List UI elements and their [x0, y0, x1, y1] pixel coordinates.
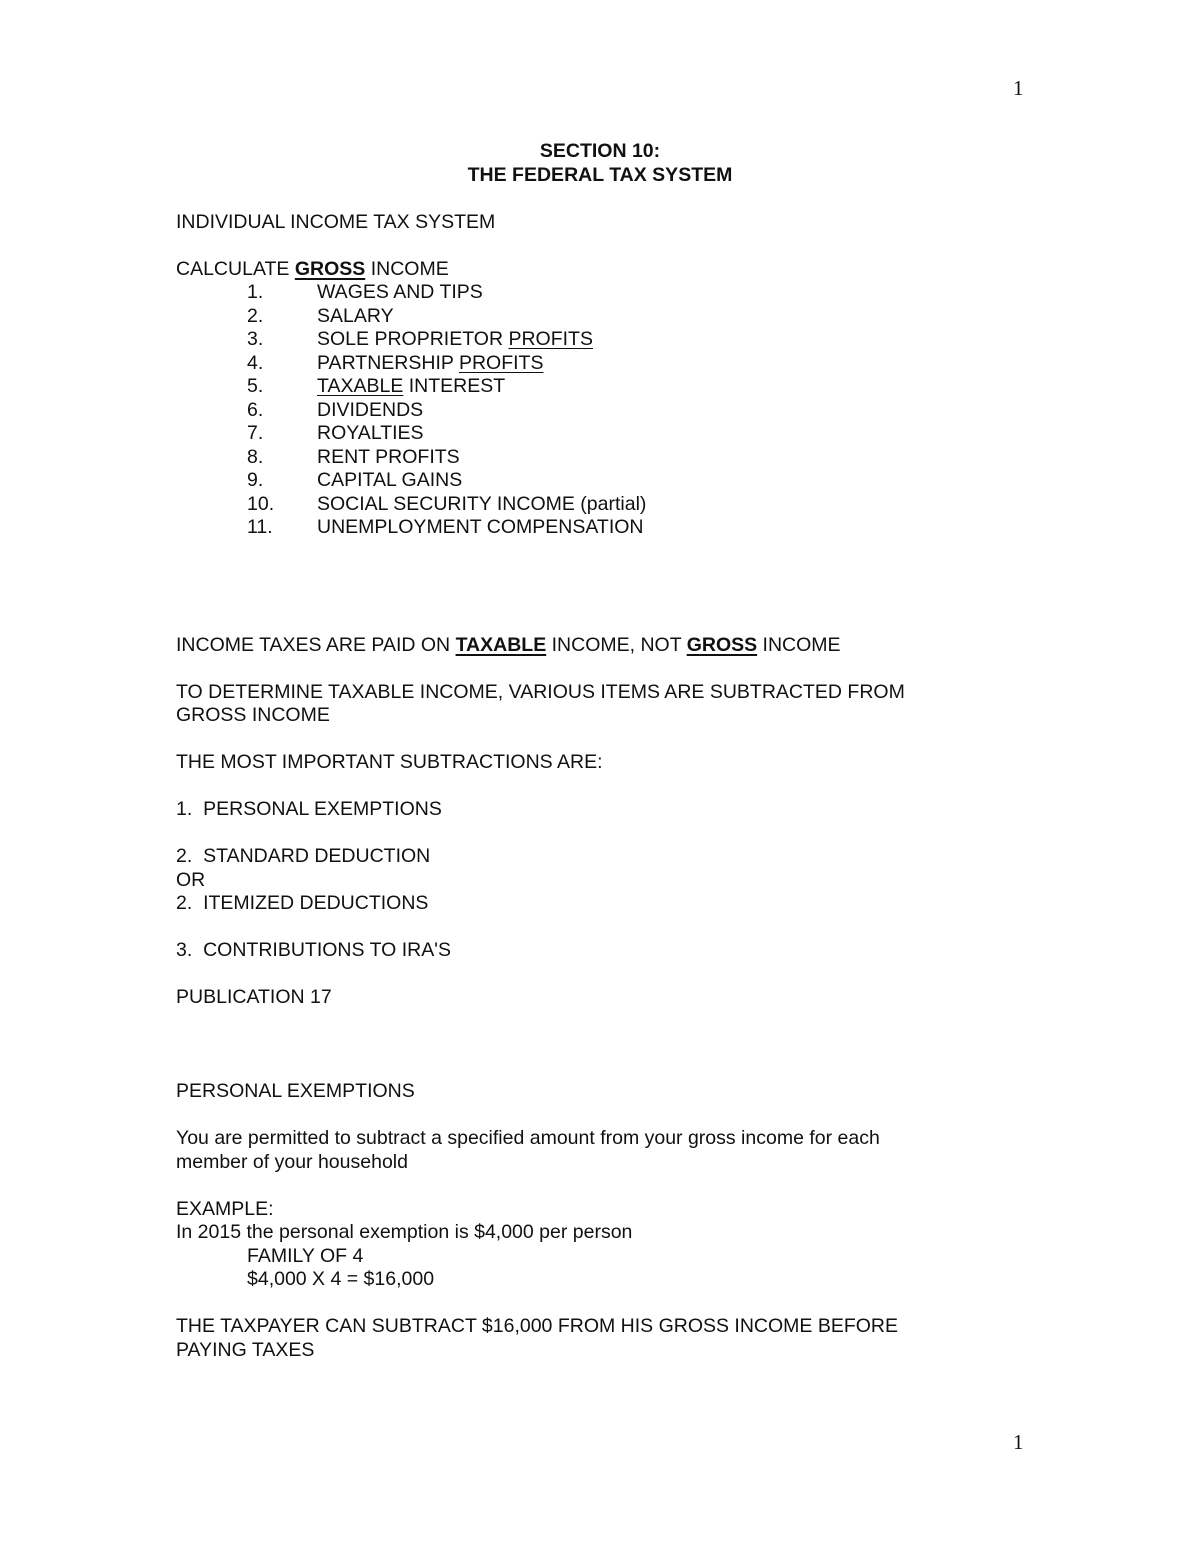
list-item-text — [317, 399, 423, 423]
subtraction-3: 3. CONTRIBUTIONS TO IRA'S — [176, 939, 451, 961]
list-item — [176, 375, 1036, 399]
determine-line-1: TO DETERMINE TAXABLE INCOME, VARIOUS ITEMS ARE SUBTRACTED FROM — [176, 680, 905, 703]
page-number-bottom: 1 — [1013, 1430, 1024, 1454]
list-item — [176, 305, 1036, 329]
permitted-line-2: member of your household — [176, 1150, 408, 1173]
individual-heading: INDIVIDUAL INCOME TAX SYSTEM — [176, 210, 496, 233]
title-line-1: SECTION 10: — [539, 140, 661, 162]
subtraction-2b: 2. ITEMIZED DEDUCTIONS — [176, 892, 429, 914]
taxable-emphasis: TAXABLE — [455, 633, 547, 656]
gross-emphasis: GROSS — [686, 633, 758, 656]
page-number-top: 1 — [1013, 76, 1024, 100]
calculate-gross-heading — [176, 258, 1036, 282]
subtraction-2a: 2. STANDARD DEDUCTION — [176, 845, 431, 867]
list-item-number: 6. — [247, 398, 264, 421]
list-item-text-pre: SOCIAL SECURITY INCOME (partial) — [317, 492, 647, 515]
list-item — [176, 352, 1036, 376]
list-item — [176, 328, 1036, 352]
taxable-text-1: INCOME TAXES ARE PAID ON — [176, 633, 456, 656]
or-text: OR — [176, 868, 206, 891]
list-item-text-pre: CAPITAL GAINS — [317, 469, 463, 491]
permitted-line-1: You are permitted to subtract a specified amount from your gross income for each — [176, 1127, 880, 1149]
list-item-number: 7. — [247, 422, 264, 444]
list-item-text — [317, 469, 462, 493]
list-item-underlined: PROFITS — [508, 328, 593, 350]
list-item-text-pre: RENT PROFITS — [317, 445, 460, 468]
document-title — [176, 140, 1024, 187]
list-item-text-pre: SOLE PROPRIETOR — [317, 328, 509, 350]
list-item-number: 5. — [247, 375, 264, 397]
list-item-text — [317, 446, 460, 470]
list-item — [176, 281, 1036, 305]
list-item-text-pre: SALARY — [317, 304, 394, 327]
list-item-text — [317, 328, 593, 352]
publication-ref: PUBLICATION 17 — [176, 986, 332, 1008]
list-item-text-pre: UNEMPLOYMENT COMPENSATION — [317, 516, 644, 538]
taxable-text-3: INCOME — [757, 633, 841, 656]
final-line-2: PAYING TAXES — [176, 1338, 315, 1361]
list-item — [176, 469, 1036, 493]
list-item-text-pre: PARTNERSHIP — [317, 351, 459, 374]
list-item-number: 10. — [247, 492, 275, 515]
list-item-number: 9. — [247, 469, 264, 491]
list-item-number: 2. — [247, 304, 264, 327]
list-item-number: 8. — [247, 445, 264, 468]
subtraction-1: 1. PERSONAL EXEMPTIONS — [176, 798, 442, 820]
title-line-2: THE FEDERAL TAX SYSTEM — [467, 163, 733, 186]
calculate-prefix: CALCULATE — [176, 257, 295, 280]
example-label: EXAMPLE: — [176, 1197, 274, 1220]
list-item-text-pre: WAGES AND TIPS — [317, 281, 483, 303]
list-item-text-pre: ROYALTIES — [317, 422, 424, 444]
list-item-text-post: INTEREST — [403, 375, 506, 397]
list-item-text — [317, 516, 643, 540]
document-body — [176, 140, 1036, 1362]
list-item-text — [317, 305, 394, 329]
list-item-text — [317, 375, 505, 399]
example-line: In 2015 the personal exemption is $4,000 per person — [176, 1221, 633, 1243]
list-item-text — [317, 493, 646, 517]
taxable-income-statement — [176, 634, 1036, 658]
list-item — [176, 446, 1036, 470]
personal-exemptions-heading: PERSONAL EXEMPTIONS — [176, 1080, 415, 1102]
list-item-underlined: TAXABLE — [317, 375, 404, 397]
list-item-number: 11. — [247, 516, 273, 538]
list-item-number: 1. — [247, 281, 264, 303]
gross-income-list — [176, 281, 1036, 540]
list-item — [176, 422, 1036, 446]
calculation-line: $4,000 X 4 = $16,000 — [247, 1268, 435, 1290]
list-item-text — [317, 281, 483, 305]
list-item — [176, 399, 1036, 423]
list-item — [176, 493, 1036, 517]
list-item-text-pre: DIVIDENDS — [317, 398, 424, 421]
calculate-emphasis: GROSS — [294, 257, 366, 280]
list-item-text — [317, 352, 543, 376]
calculate-suffix: INCOME — [365, 257, 449, 280]
taxable-text-2: INCOME, NOT — [546, 633, 687, 656]
family-line: FAMILY OF 4 — [247, 1244, 364, 1267]
determine-line-2: GROSS INCOME — [176, 704, 330, 726]
final-line-1: THE TAXPAYER CAN SUBTRACT $16,000 FROM HIS GROSS INCOME BEFORE — [176, 1315, 899, 1337]
list-item — [176, 516, 1036, 540]
list-item-number: 3. — [247, 328, 264, 350]
list-item-text — [317, 422, 424, 446]
list-item-underlined: PROFITS — [458, 351, 544, 374]
most-important-heading: THE MOST IMPORTANT SUBTRACTIONS ARE: — [176, 751, 603, 773]
list-item-number: 4. — [247, 351, 264, 374]
